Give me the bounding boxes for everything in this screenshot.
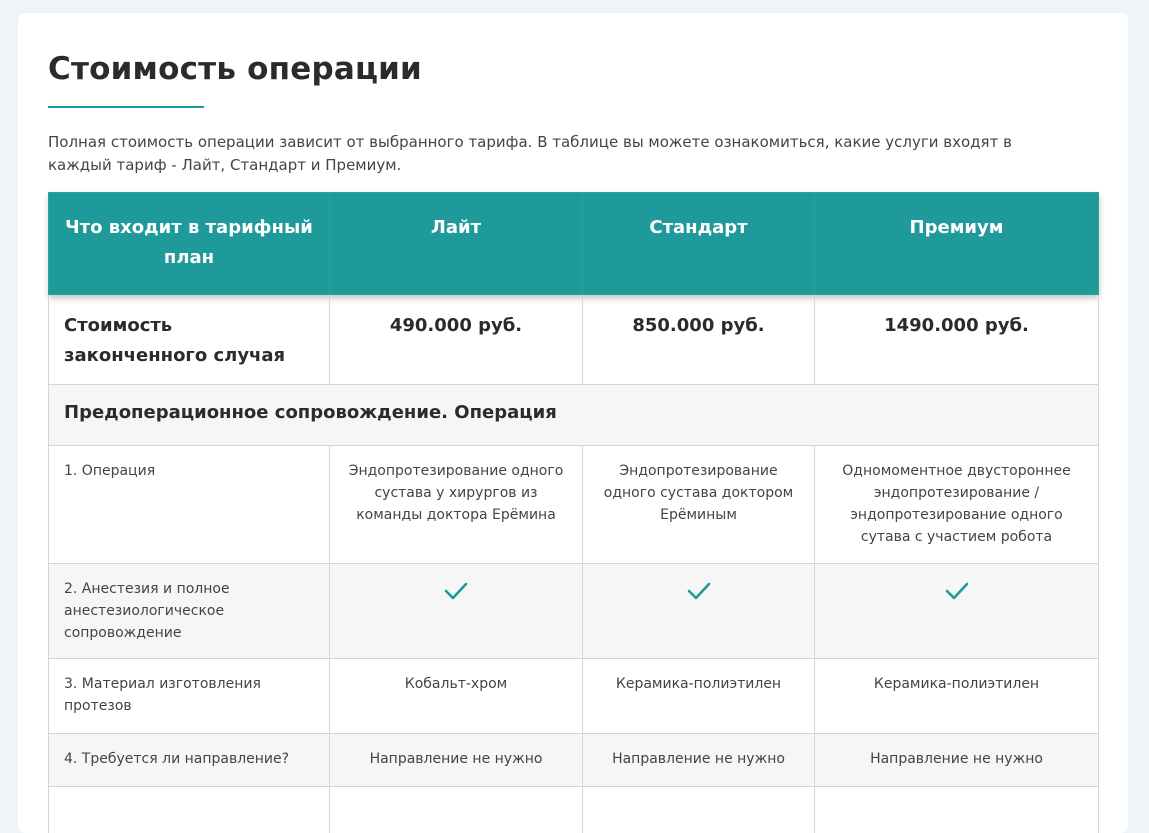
cell-premium (815, 787, 1099, 833)
table-row (49, 446, 1099, 564)
header-lite: Лайт (330, 193, 583, 295)
price-row-label: Стоимость законченного случая (49, 295, 330, 385)
cell-standard (583, 787, 815, 833)
row-label: 2. Анестезия и полное анестезиологическое сопровождение (49, 564, 330, 659)
cell-premium: Одномоментное двустороннее эндопротезирование / эндопротезирование одного сутава с участием робота (815, 446, 1099, 564)
price-lite: 490.000 руб. (330, 295, 583, 385)
table-row (49, 787, 1099, 833)
row-label: 4. Требуется ли направление? (49, 734, 330, 787)
row-label (49, 787, 330, 833)
cell-lite: Направление не нужно (330, 734, 583, 787)
check-icon (443, 580, 469, 602)
check-icon (686, 580, 712, 602)
cell-standard: Эндопротезирование одного сустава доктором Ерёминым (583, 446, 815, 564)
table-header-row (49, 193, 1099, 295)
table-row (49, 659, 1099, 734)
header-plan-contents: Что входит в тарифный план (49, 193, 330, 295)
check-icon (944, 580, 970, 602)
intro-text: Полная стоимость операции зависит от выбранного тарифа. В таблице вы можете ознакомиться, какие услуги входят в каждый тариф - Лайт, Стандарт и Премиум. (48, 131, 1078, 177)
price-standard: 850.000 руб. (583, 295, 815, 385)
cell-premium (815, 564, 1099, 659)
section-title: Предоперационное сопровождение. Операция (49, 385, 1099, 446)
pricing-table (48, 192, 1099, 833)
price-premium: 1490.000 руб. (815, 295, 1099, 385)
header-standard: Стандарт (583, 193, 815, 295)
content-card (18, 13, 1128, 833)
table-row (49, 734, 1099, 787)
cell-lite (330, 564, 583, 659)
cell-standard (583, 564, 815, 659)
cell-standard: Керамика-полиэтилен (583, 659, 815, 734)
row-label: 3. Материал изготовления протезов (49, 659, 330, 734)
cell-lite: Кобальт-хром (330, 659, 583, 734)
header-premium: Премиум (815, 193, 1099, 295)
cell-premium: Керамика-полиэтилен (815, 659, 1099, 734)
section-row (49, 385, 1099, 446)
cell-standard: Направление не нужно (583, 734, 815, 787)
cell-lite: Эндопротезирование одного сустава у хирургов из команды доктора Ерёмина (330, 446, 583, 564)
page-title: Стоимость операции (48, 51, 422, 87)
title-underline (48, 106, 204, 108)
cell-premium: Направление не нужно (815, 734, 1099, 787)
cell-lite (330, 787, 583, 833)
table-row (49, 564, 1099, 659)
price-row (49, 295, 1099, 385)
row-label: 1. Операция (49, 446, 330, 564)
